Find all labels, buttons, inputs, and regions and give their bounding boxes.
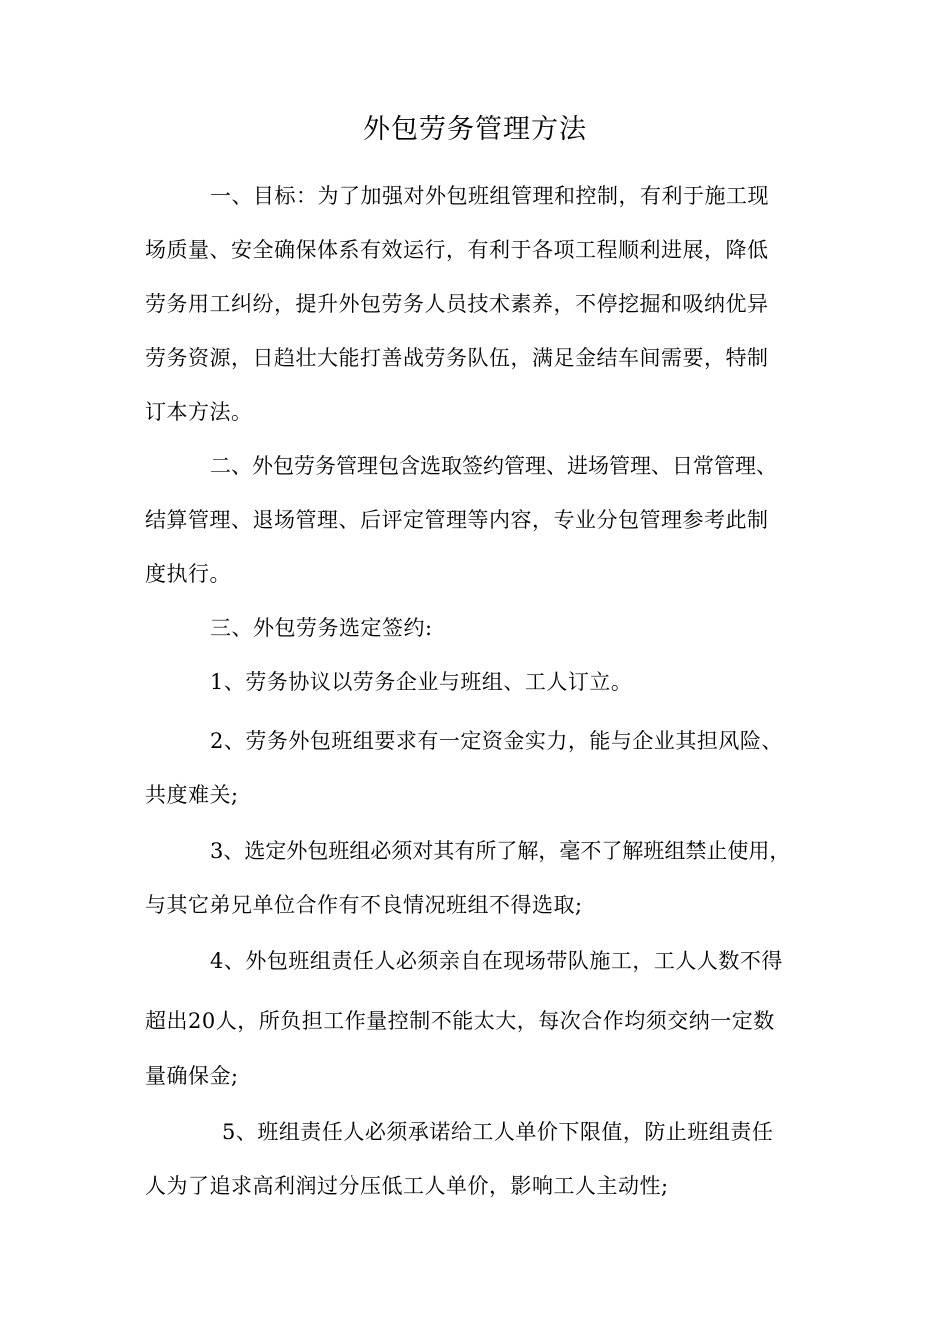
paragraph-line: 超出20人，所负担工作量控制不能太大，每次合作均须交纳一定数 — [145, 1009, 775, 1033]
paragraph-line: 劳务资源，日趋壮大能打善战劳务队伍，满足金结车间需要，特制 — [145, 346, 769, 370]
list-item: 3、选定外包班组必须对其有所了解，毫不了解班组禁止使用， — [210, 839, 791, 863]
paragraph-line: 一、目标：为了加强对外包班组管理和控制，有利于施工现 — [210, 184, 769, 208]
paragraph-line: 结算管理、退场管理、后评定管理等内容，专业分包管理参考此制 — [145, 508, 769, 532]
paragraph-line: 人为了追求高利润过分压低工人单价，影响工人主动性; — [145, 1174, 669, 1198]
paragraph-line: 度执行。 — [145, 562, 231, 586]
document-title: 外包劳务管理方法 — [363, 114, 587, 145]
paragraph-line: 劳务用工纠纷，提升外包劳务人员技术素养，不停挖掘和吸纳优异 — [145, 292, 769, 316]
list-item: 4、外包班组责任人必须亲自在现场带队施工，工人人数不得 — [210, 949, 783, 973]
section-heading: 三、外包劳务选定签约: — [210, 616, 433, 640]
list-item: 2、劳务外包班组要求有一定资金实力，能与企业其担风险、 — [210, 729, 783, 753]
paragraph-line: 与其它弟兄单位合作有不良情况班组不得选取; — [145, 893, 583, 917]
list-item: 1、劳务协议以劳务企业与班组、工人订立。 — [210, 670, 633, 694]
paragraph-line: 场质量、安全确保体系有效运行，有利于各项工程顺利进展，降低 — [145, 238, 769, 262]
paragraph-line: 二、外包劳务管理包含选取签约管理、进场管理、日常管理、 — [210, 454, 777, 478]
paragraph-line: 订本方法。 — [145, 400, 253, 424]
list-item: 5、班组责任人必须承诺给工人单价下限值，防止班组责任 — [222, 1120, 774, 1144]
paragraph-line: 共度难关; — [145, 783, 239, 807]
paragraph-line: 量确保金; — [145, 1064, 239, 1088]
